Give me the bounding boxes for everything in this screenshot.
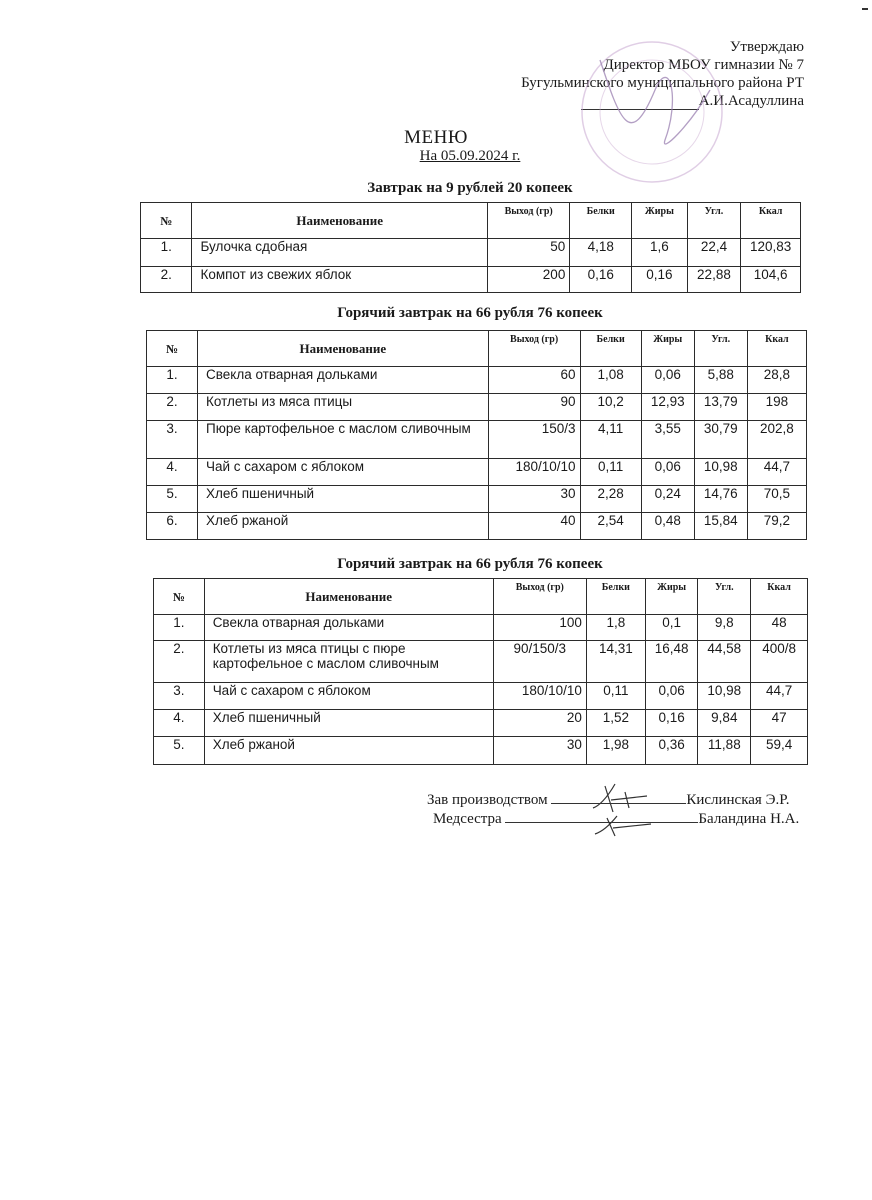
col-name: Наименование [198, 331, 489, 367]
row-num: 1. [141, 239, 192, 267]
signature-nurse [433, 810, 799, 828]
dish-fat: 0,06 [645, 683, 698, 710]
table-row [147, 421, 807, 459]
table-row [147, 486, 807, 513]
col-num: № [147, 331, 198, 367]
signature-production [427, 791, 789, 809]
col-kcal: Ккал [751, 579, 808, 615]
row-num: 4. [147, 459, 198, 486]
col-yield: Выход (гр) [487, 203, 569, 239]
dish-carbs: 13,79 [694, 394, 747, 421]
dish-protein: 10,2 [580, 394, 641, 421]
dish-name: Свекла отварная дольками [198, 367, 489, 394]
table-header-row [154, 579, 808, 615]
section-title-3: Горячий завтрак на 66 рубля 76 копеек [337, 556, 603, 572]
row-num: 6. [147, 513, 198, 540]
dish-protein: 4,18 [570, 239, 632, 267]
dish-name: Чай с сахаром с яблоком [204, 683, 493, 710]
approval-signer: А.И.Асадуллина [698, 93, 804, 109]
dish-protein: 14,31 [586, 641, 645, 683]
dish-protein: 2,28 [580, 486, 641, 513]
section-title-1: Завтрак на 9 рублей 20 копеек [367, 180, 573, 196]
dish-yield: 100 [493, 615, 586, 641]
dish-kcal: 120,83 [741, 239, 801, 267]
dish-yield: 200 [487, 267, 569, 293]
col-carbs: Угл. [694, 331, 747, 367]
dish-name: Компот из свежих яблок [192, 267, 488, 293]
row-num: 3. [154, 683, 205, 710]
dish-kcal: 59,4 [751, 737, 808, 765]
dish-yield: 60 [488, 367, 580, 394]
table-row [154, 737, 808, 765]
dish-carbs: 44,58 [698, 641, 751, 683]
dish-protein: 1,52 [586, 710, 645, 737]
dish-yield: 180/10/10 [493, 683, 586, 710]
dish-kcal: 48 [751, 615, 808, 641]
dish-name: Свекла отварная дольками [204, 615, 493, 641]
production-name: Кислинская Э.Р. [686, 792, 790, 808]
row-num: 3. [147, 421, 198, 459]
handwritten-signatures-icon [585, 778, 660, 840]
scan-mark [862, 8, 868, 10]
dish-protein: 1,98 [586, 737, 645, 765]
dish-yield: 90 [488, 394, 580, 421]
dish-carbs: 22,4 [687, 239, 741, 267]
dish-fat: 0,24 [641, 486, 694, 513]
dish-carbs: 10,98 [698, 683, 751, 710]
approval-position: Директор МБОУ гимназии № 7 [603, 57, 804, 73]
section-title-2: Горячий завтрак на 66 рубля 76 копеек [337, 305, 603, 321]
dish-kcal: 79,2 [747, 513, 806, 540]
table-row [154, 641, 808, 683]
dish-name: Хлеб ржаной [204, 737, 493, 765]
dish-name: Хлеб ржаной [198, 513, 489, 540]
col-protein: Белки [586, 579, 645, 615]
dish-yield: 150/3 [488, 421, 580, 459]
table-row [141, 239, 801, 267]
dish-protein: 2,54 [580, 513, 641, 540]
signature-blank [505, 810, 698, 823]
table-row [147, 459, 807, 486]
dish-fat: 0,16 [632, 267, 688, 293]
dish-yield: 50 [487, 239, 569, 267]
col-yield: Выход (гр) [488, 331, 580, 367]
approval-block [384, 38, 804, 110]
dish-fat: 16,48 [645, 641, 698, 683]
dish-kcal: 70,5 [747, 486, 806, 513]
col-fat: Жиры [641, 331, 694, 367]
dish-fat: 0,06 [641, 459, 694, 486]
nurse-label: Медсестра [433, 811, 502, 827]
dish-protein: 0,16 [570, 267, 632, 293]
dish-yield: 40 [488, 513, 580, 540]
dish-carbs: 9,84 [698, 710, 751, 737]
dish-carbs: 5,88 [694, 367, 747, 394]
col-name: Наименование [204, 579, 493, 615]
dish-fat: 12,93 [641, 394, 694, 421]
dish-kcal: 44,7 [751, 683, 808, 710]
dish-fat: 3,55 [641, 421, 694, 459]
dish-fat: 0,36 [645, 737, 698, 765]
table-row [154, 683, 808, 710]
dish-yield: 180/10/10 [488, 459, 580, 486]
dish-carbs: 15,84 [694, 513, 747, 540]
production-label: Зав производством [427, 792, 548, 808]
table-header-row [141, 203, 801, 239]
dish-name: Чай с сахаром с яблоком [198, 459, 489, 486]
table-header-row [147, 331, 807, 367]
approval-heading: Утверждаю [729, 39, 804, 55]
menu-date [0, 148, 872, 165]
table-row [154, 615, 808, 641]
col-carbs: Угл. [687, 203, 741, 239]
dish-protein: 0,11 [580, 459, 641, 486]
dish-yield: 30 [493, 737, 586, 765]
dish-name: Булочка сдобная [192, 239, 488, 267]
dish-carbs: 30,79 [694, 421, 747, 459]
dish-kcal: 202,8 [747, 421, 806, 459]
dish-protein: 1,08 [580, 367, 641, 394]
col-fat: Жиры [645, 579, 698, 615]
dish-kcal: 47 [751, 710, 808, 737]
row-num: 5. [154, 737, 205, 765]
dish-yield: 30 [488, 486, 580, 513]
dish-fat: 0,48 [641, 513, 694, 540]
col-carbs: Угл. [698, 579, 751, 615]
row-num: 2. [141, 267, 192, 293]
approval-district: Бугульминского муниципального района РТ [521, 75, 804, 91]
dish-protein: 0,11 [586, 683, 645, 710]
row-num: 4. [154, 710, 205, 737]
dish-name: Хлеб пшеничный [204, 710, 493, 737]
dish-protein: 1,8 [586, 615, 645, 641]
dish-fat: 0,16 [645, 710, 698, 737]
dish-kcal: 44,7 [747, 459, 806, 486]
dish-kcal: 28,8 [747, 367, 806, 394]
row-num: 1. [154, 615, 205, 641]
signature-blank [551, 791, 686, 804]
dish-carbs: 22,88 [687, 267, 741, 293]
col-name: Наименование [192, 203, 488, 239]
col-num: № [154, 579, 205, 615]
menu-table-3 [153, 578, 808, 765]
dish-fat: 0,1 [645, 615, 698, 641]
dish-protein: 4,11 [580, 421, 641, 459]
nurse-name: Баландина Н.А. [698, 811, 800, 827]
table-row [141, 267, 801, 293]
col-fat: Жиры [632, 203, 688, 239]
dish-carbs: 14,76 [694, 486, 747, 513]
dish-kcal: 198 [747, 394, 806, 421]
dish-fat: 0,06 [641, 367, 694, 394]
dish-kcal: 400/8 [751, 641, 808, 683]
dish-name: Котлеты из мяса птицы с пюре картофельное с маслом сливочным [204, 641, 493, 683]
row-num: 1. [147, 367, 198, 394]
table-row [147, 394, 807, 421]
dish-name: Котлеты из мяса птицы [198, 394, 489, 421]
col-kcal: Ккал [741, 203, 801, 239]
dish-yield: 20 [493, 710, 586, 737]
dish-yield: 90/150/3 [493, 641, 586, 683]
row-num: 2. [154, 641, 205, 683]
menu-table-2 [146, 330, 807, 540]
col-yield: Выход (гр) [493, 579, 586, 615]
col-protein: Белки [580, 331, 641, 367]
menu-table-1 [140, 202, 801, 293]
dish-carbs: 9,8 [698, 615, 751, 641]
dish-fat: 1,6 [632, 239, 688, 267]
dish-carbs: 10,98 [694, 459, 747, 486]
col-num: № [141, 203, 192, 239]
dish-name: Пюре картофельное с маслом сливочным [198, 421, 489, 459]
approval-signature-row [384, 92, 804, 110]
row-num: 5. [147, 486, 198, 513]
row-num: 2. [147, 394, 198, 421]
col-protein: Белки [570, 203, 632, 239]
table-row [147, 367, 807, 394]
dish-name: Хлеб пшеничный [198, 486, 489, 513]
col-kcal: Ккал [747, 331, 806, 367]
dish-carbs: 11,88 [698, 737, 751, 765]
dish-kcal: 104,6 [741, 267, 801, 293]
table-row [154, 710, 808, 737]
menu-date-text: На 05.09.2024 г. [419, 148, 521, 164]
table-row [147, 513, 807, 540]
signature-blank [581, 96, 699, 110]
page-title: МЕНЮ [404, 127, 468, 148]
